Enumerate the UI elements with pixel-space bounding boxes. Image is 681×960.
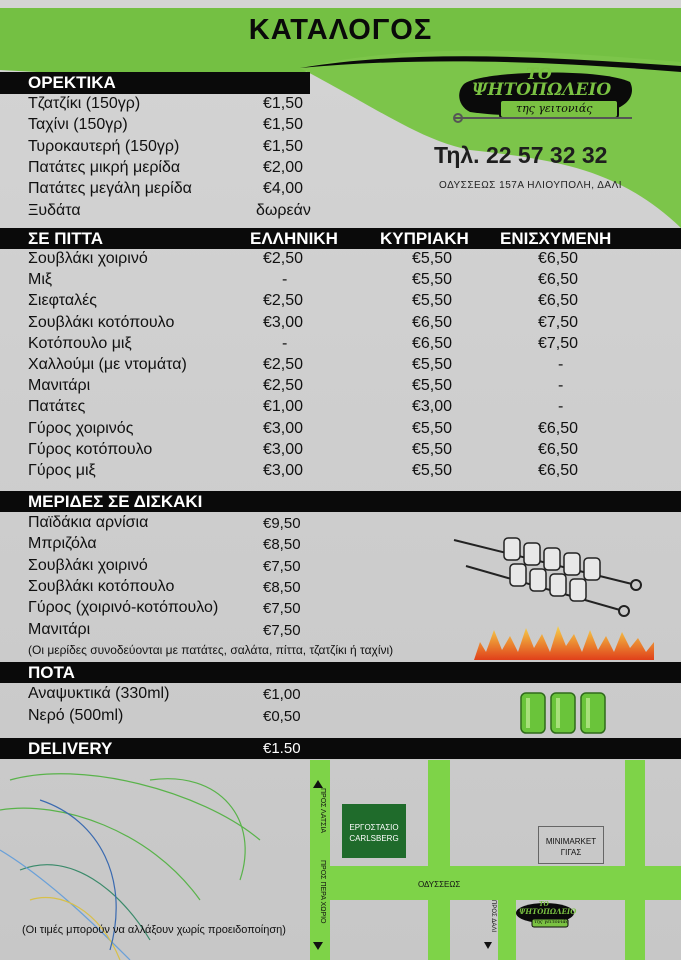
label-to-latsia: ΠΡΟΣ ΛΑΤΣΙΑ [319, 788, 326, 834]
item-name: Σουβλάκι κοτόπουλο [28, 577, 175, 595]
item-name: Σουβλάκι χοιρινό [28, 556, 148, 574]
item-name: Ταχίνι (150γρ) [28, 116, 128, 134]
price-cypriot: €3,00 [412, 398, 453, 416]
minimarket-line1: MINIMARKET [545, 837, 597, 846]
price-cypriot: €5,50 [412, 292, 453, 310]
price-enhanced: €6,50 [538, 250, 579, 267]
pitta-item [0, 250, 681, 271]
item-name: Γύρος χοιρινός [28, 419, 134, 437]
map-logo-line1: ΤΟ [539, 901, 549, 908]
road-horizontal-odysseos [330, 866, 681, 900]
to-dali-line1: ΠΡΟΣ [490, 900, 496, 917]
carlsberg-line1: ΕΡΓΟΣΤΑΣΙΟ [349, 823, 399, 832]
pitta-item [0, 292, 681, 313]
carlsberg-factory [342, 804, 406, 858]
item-price: €1,50 [263, 137, 304, 155]
pitta-header [0, 228, 681, 249]
appetizers-header [0, 72, 310, 94]
item-name: Πατάτες μικρή μερίδα [28, 158, 181, 176]
label-to-dali [482, 900, 496, 940]
price-enhanced: €6,50 [538, 271, 579, 289]
minimarket [538, 826, 604, 864]
appetizers-heading: ΟΡΕΚΤΙΚΑ [28, 73, 116, 92]
price-greek: €3,00 [263, 440, 304, 458]
item-price: €1,50 [263, 95, 304, 112]
pitta-item [0, 356, 681, 377]
price-disclaimer: (Οι τιμές μπορούν να αλλάξουν χωρίς προειδοποίηση) [22, 924, 286, 936]
appetizer-item [0, 95, 681, 116]
price-enhanced: €7,50 [538, 313, 579, 331]
pitta-heading: ΣΕ ΠΙΤΤΑ [28, 229, 104, 248]
item-price: €7,50 [263, 621, 301, 639]
price-enhanced: €6,50 [538, 440, 579, 458]
price-cypriot: €5,50 [412, 377, 453, 395]
price-cypriot: €5,50 [412, 250, 453, 267]
item-name: Μιξ [28, 271, 53, 289]
item-price: €4,00 [263, 180, 304, 198]
pitta-item [0, 377, 681, 398]
item-name: Σιεφταλές [28, 292, 97, 310]
item-price: €1,50 [263, 116, 304, 134]
price-greek: €2,50 [263, 356, 304, 373]
item-name: Τυροκαυτερή (150γρ) [28, 137, 180, 155]
item-name: Γύρος (χοιρινό-κοτόπουλο) [28, 599, 219, 617]
item-name: Σουβλάκι κοτόπουλο [28, 313, 175, 331]
pitta-item [0, 420, 681, 441]
map-logo-line3: της γειτονιάς [534, 919, 569, 925]
price-enhanced: €7,50 [538, 334, 579, 352]
item-name: Κοτόπουλο μιξ [28, 334, 132, 352]
item-price: €1,00 [263, 686, 301, 703]
price-greek: - [282, 271, 288, 289]
arrow-down-icon [313, 942, 323, 950]
carlsberg-line2: CARLSBERG [349, 834, 399, 843]
item-name: Μανιτάρι [28, 377, 91, 395]
delivery-price: €1.50 [263, 740, 301, 757]
pitta-item [0, 462, 681, 483]
delivery-label: DELIVERY [28, 739, 113, 758]
price-greek: €1,00 [263, 398, 304, 416]
price-cypriot: €5,50 [412, 419, 453, 437]
road-vertical-right [625, 760, 645, 960]
appetizer-item [0, 202, 681, 223]
arrow-up-icon [313, 780, 323, 788]
pitta-col-cypriot: ΚΥΠΡΙΑΚΗ [380, 229, 469, 248]
item-price: €9,50 [263, 515, 301, 532]
pitta-item [0, 441, 681, 462]
item-price: €7,50 [263, 557, 301, 575]
street-label-odysseos: ΟΔΥΣΣΕΩΣ [418, 880, 461, 889]
item-name: Πατάτες [28, 398, 86, 416]
item-name: Μπριζόλα [28, 535, 97, 553]
price-cypriot: €5,50 [412, 440, 453, 458]
arrow-down-dali-icon [484, 942, 492, 949]
price-cypriot: €6,50 [412, 334, 453, 352]
page-title: ΚΑΤΑΛΟΓΟΣ [248, 14, 433, 46]
price-greek: €3,00 [263, 313, 304, 331]
item-price: €8,50 [263, 578, 301, 596]
plates-heading: ΜΕΡΙΔΕΣ ΣΕ ΔΙΣΚΑΚΙ [28, 492, 203, 511]
price-enhanced: €6,50 [538, 292, 579, 310]
logo-line1: ΤΟ [526, 64, 552, 83]
appetizer-item [0, 138, 681, 159]
item-name: Ξυδάτα [28, 201, 81, 219]
road-vertical-middle [428, 760, 450, 960]
delivery-bar [0, 738, 681, 759]
minimarket-line2: ΓΙΓΑΣ [560, 848, 582, 857]
plates-header [0, 491, 681, 512]
address: ΟΔΥΣΣΕΩΣ 157Α ΗΛΙΟΥΠΟΛΗ, ΔΑΛΙ [439, 180, 623, 191]
appetizer-item [0, 116, 681, 137]
pitta-item [0, 335, 681, 356]
item-price: δωρεάν [256, 201, 311, 219]
price-cypriot: €5,50 [412, 462, 453, 479]
plates-note: (Οι μερίδες συνοδεύονται με πατάτες, σαλάτα, πίττα, τζατζίκι ή ταχίνι) [28, 643, 394, 657]
flames-illustration [474, 622, 654, 662]
logo-line2: ΨΗΤΟΠΩΛΕΙΟ [472, 80, 612, 100]
pitta-col-greek: ΕΛΛΗΝΙΚΗ [250, 229, 338, 248]
item-name: Αναψυκτικά (330ml) [28, 685, 170, 702]
price-greek: €2,50 [263, 250, 304, 267]
price-enhanced: €6,50 [538, 462, 579, 479]
appetizer-item [0, 180, 681, 201]
item-name: Γύρος κοτόπουλο [28, 440, 153, 458]
pitta-col-enhanced: ΕΝΙΣΧΥΜΕΝΗ [500, 229, 612, 248]
item-name: Σουβλάκι χοιρινό [28, 250, 148, 267]
item-name: Μανιτάρι [28, 620, 91, 638]
price-cypriot: €5,50 [412, 271, 453, 289]
price-greek: €2,50 [263, 377, 304, 395]
price-greek: €3,00 [263, 462, 304, 479]
price-greek: €2,50 [263, 292, 304, 310]
pitta-item [0, 314, 681, 335]
item-price: €8,50 [263, 536, 301, 554]
price-enhanced: - [558, 356, 564, 373]
drinks-heading: ΠΟΤΑ [28, 663, 75, 682]
price-enhanced: - [558, 377, 564, 395]
price-greek: - [282, 334, 288, 352]
drinks-header [0, 662, 681, 683]
item-name: Νερό (500ml) [28, 706, 124, 724]
map-logo [514, 902, 576, 930]
item-name: Παϊδάκια αρνίσια [28, 514, 149, 531]
item-name: Τζατζίκι (150γρ) [28, 95, 141, 112]
label-to-pera-chorio: ΠΡΟΣ ΠΕΡΑ ΧΩΡΙΟ [319, 860, 326, 924]
item-name: Γύρος μιξ [28, 462, 96, 479]
price-enhanced: - [558, 398, 564, 416]
item-price: €0,50 [263, 707, 301, 725]
pitta-item [0, 398, 681, 419]
price-greek: €3,00 [263, 419, 304, 437]
location-map[interactable] [304, 760, 681, 960]
phone-number[interactable]: Τηλ. 22 57 32 32 [434, 142, 608, 168]
map-logo-line2: ΨΗΤΟΠΩΛΕΙΟ [519, 907, 577, 916]
item-price: €2,00 [263, 158, 304, 176]
item-name: Χαλλούμι (με ντομάτα) [28, 356, 187, 373]
cans-illustration [518, 690, 608, 736]
price-cypriot: €5,50 [412, 356, 453, 373]
appetizer-item [0, 159, 681, 180]
pitta-item [0, 271, 681, 292]
logo-line3: της γειτονιάς [516, 102, 593, 115]
item-price: €7,50 [263, 600, 301, 618]
skewers-illustration [452, 522, 652, 632]
price-enhanced: €6,50 [538, 419, 579, 437]
item-name: Πατάτες μεγάλη μερίδα [28, 180, 192, 198]
price-cypriot: €6,50 [412, 313, 453, 331]
to-dali-line2: ΔΑΛΙ [490, 918, 496, 933]
